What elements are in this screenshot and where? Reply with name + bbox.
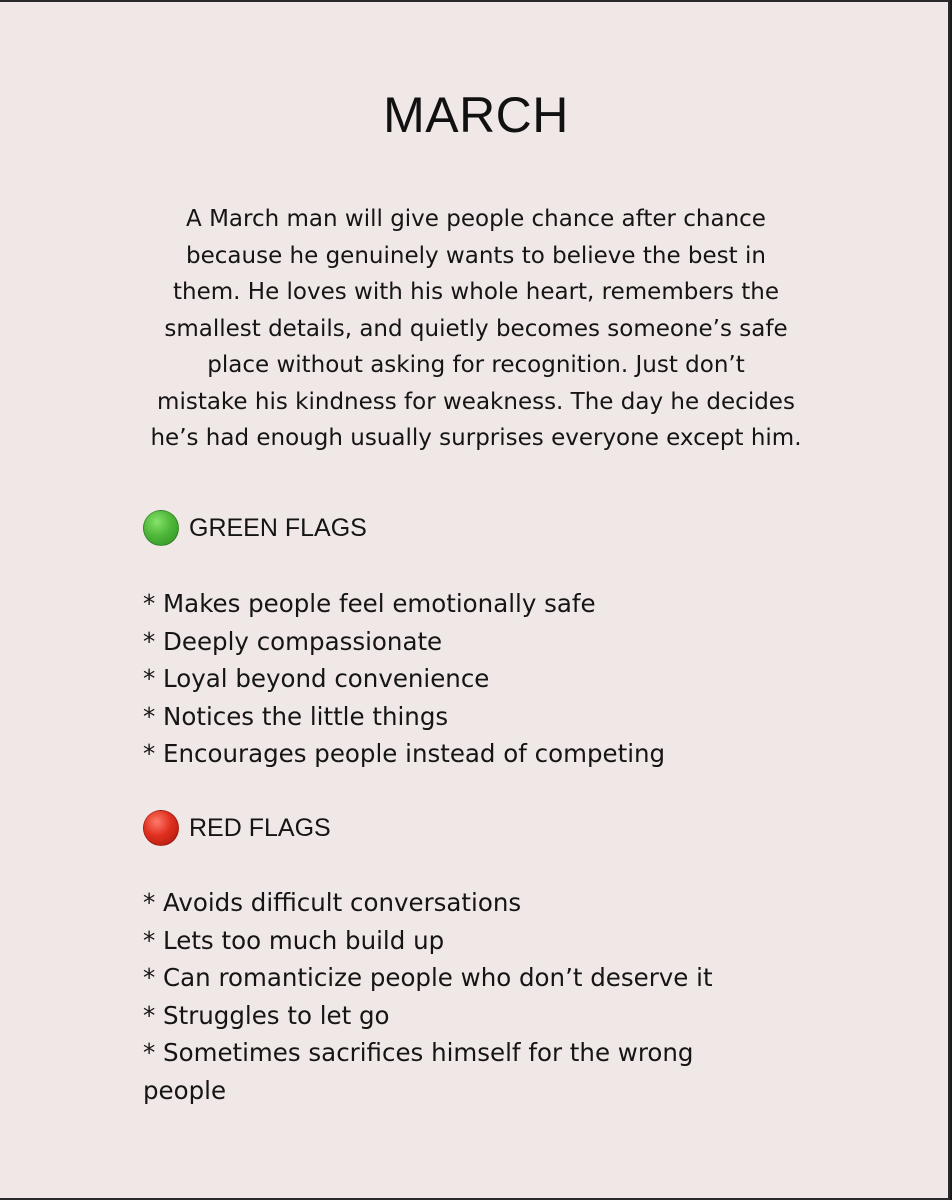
- list-item: * Notices the little things: [143, 701, 449, 731]
- intro-line: he’s had enough usually surprises everyone except him.: [150, 425, 802, 451]
- list-item: * Deeply compassionate: [143, 626, 443, 656]
- green-circle-icon: [143, 510, 179, 546]
- intro-line: place without asking for recognition. Just don’t: [207, 352, 745, 378]
- list-item: * Encourages people instead of competing: [143, 739, 666, 768]
- green-flags-list: [143, 585, 665, 773]
- red-circle-icon: [143, 810, 179, 846]
- green-flags-heading-label: GREEN FLAGS: [189, 513, 367, 542]
- page-title: MARCH: [383, 87, 569, 143]
- intro-line: mistake his kindness for weakness. The day he decides: [157, 388, 795, 415]
- intro-line: them. He loves with his whole heart, remembers the: [173, 279, 779, 305]
- list-item: * Can romanticize people who don’t deserve it: [143, 963, 713, 992]
- red-flags-heading-label: RED FLAGS: [189, 813, 331, 842]
- green-flags-heading: [143, 510, 367, 546]
- list-item: people: [143, 1075, 227, 1105]
- list-item: * Sometimes sacrifices himself for the wrong: [143, 1038, 694, 1067]
- intro-line: smallest details, and quietly becomes someone’s safe: [164, 315, 788, 342]
- intro-line: because he genuinely wants to believe the best in: [186, 242, 766, 269]
- red-flags-list: [143, 884, 713, 1109]
- list-item: * Makes people feel emotionally safe: [143, 589, 596, 618]
- list-item: * Lets too much build up: [143, 925, 445, 955]
- red-flags-heading: [143, 810, 331, 846]
- intro-paragraph: [96, 201, 856, 457]
- list-item: * Loyal beyond convenience: [143, 664, 490, 693]
- list-item: * Avoids difficult conversations: [143, 888, 522, 917]
- intro-line: A March man will give people chance after chance: [186, 206, 766, 232]
- list-item: * Struggles to let go: [143, 1000, 390, 1030]
